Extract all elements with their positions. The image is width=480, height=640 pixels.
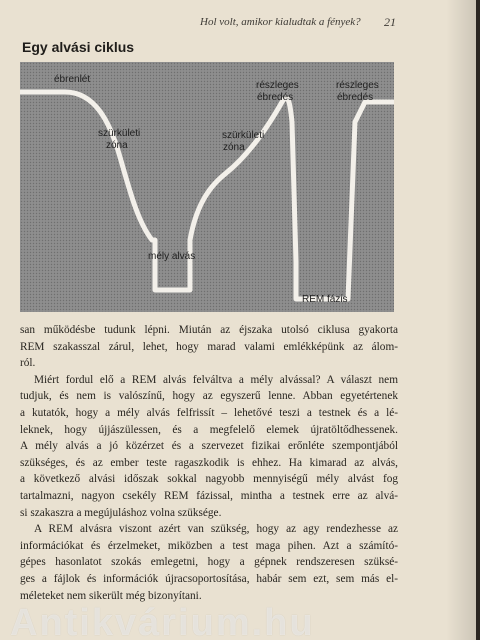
page-number: 21 bbox=[384, 15, 396, 29]
body-text bbox=[20, 322, 398, 604]
label-partial-wake-2-line-2: ébredés bbox=[337, 92, 374, 103]
text-line: információkat és érzelmeket, miközben a test maga pihen. Azt a számító- bbox=[20, 539, 398, 552]
text-line: tartalmazni, nagyon csekély REM fázissal, mintha a testnek erre az alvá- bbox=[20, 489, 398, 502]
section-title: Egy alvási ciklus bbox=[22, 39, 135, 55]
text-line: A mély alvás a jó közérzet és a szervezet fizikai erőnléte szempontjából bbox=[20, 440, 398, 453]
paragraph-2 bbox=[20, 372, 398, 521]
text-line: méleteket nem sikerült még bizonyítani. bbox=[20, 589, 202, 602]
label-twilight-zone-1-line-2: zóna bbox=[106, 140, 128, 151]
text-line: szükséges, és az ember teste ragaszkodik is ehhez. Ha kimarad az alvás, bbox=[20, 456, 398, 469]
paragraph-1 bbox=[20, 322, 398, 372]
text-line: gépes hasonlatot szokás emlegetni, hogy a gépnek rendszeresen szüksé- bbox=[20, 556, 398, 569]
text-line: leknek, hogy újjászülessen, és a megfelelő elemek újratöltődhessenek. bbox=[20, 423, 398, 436]
label-partial-wake-1-line-2: ébredés bbox=[257, 92, 294, 103]
label-twilight-zone-1-line-1: szürkületi bbox=[98, 128, 141, 139]
label-partial-wake-2-line-1: részleges bbox=[336, 80, 379, 91]
text-line: a kutatók, hogy a mély alvás felfrissít – lehetővé teszi a testnek és a lé- bbox=[20, 406, 398, 419]
label-partial-wake-1-line-1: részleges bbox=[256, 80, 299, 91]
label-deep-sleep: mély alvás bbox=[148, 251, 196, 262]
label-twilight-zone-2-line-1: szürkületi bbox=[222, 130, 265, 141]
text-line: san működésbe tudunk lépni. Miután az éjszaka utolsó ciklusa gyakorta bbox=[20, 324, 398, 336]
text-line: ról. bbox=[20, 357, 36, 370]
watermark: Antikvárium.hu bbox=[10, 602, 315, 640]
text-line: tudjuk, és nem is valószínű, hogy az egyszerű lenne. Abban egyetértenek bbox=[20, 390, 398, 403]
text-line: Miért fordul elő a REM alvás felváltva a mély alvással? A választ nem bbox=[34, 373, 398, 386]
label-twilight-zone-2-line-2: zóna bbox=[223, 142, 245, 153]
text-line: REM szakasszal zárul, lehet, hogy marad valami emlékképünk az álom- bbox=[20, 340, 398, 353]
label-awake: ébrenlét bbox=[54, 74, 91, 85]
text-line: si szakaszra a megújuláshoz volna szüksége. bbox=[20, 506, 222, 519]
label-rem-phase: REM fázis bbox=[302, 294, 348, 305]
page-gutter-shadow bbox=[446, 0, 476, 640]
sleep-cycle-diagram bbox=[20, 62, 394, 312]
text-line: ges a fájlok és információk újracsoportosítása, habár sem ezt, sem más el- bbox=[20, 572, 398, 585]
running-title: Hol volt, amikor kialudtak a fények? bbox=[200, 16, 361, 28]
text-line: a következő alvási időszak sokkal nagyobb mennyiségű mély alvást fog bbox=[20, 473, 398, 486]
text-line: A REM alvásra viszont azért van szükség, hogy az agy rendezhesse az bbox=[34, 523, 398, 536]
paragraph-3 bbox=[20, 521, 398, 604]
